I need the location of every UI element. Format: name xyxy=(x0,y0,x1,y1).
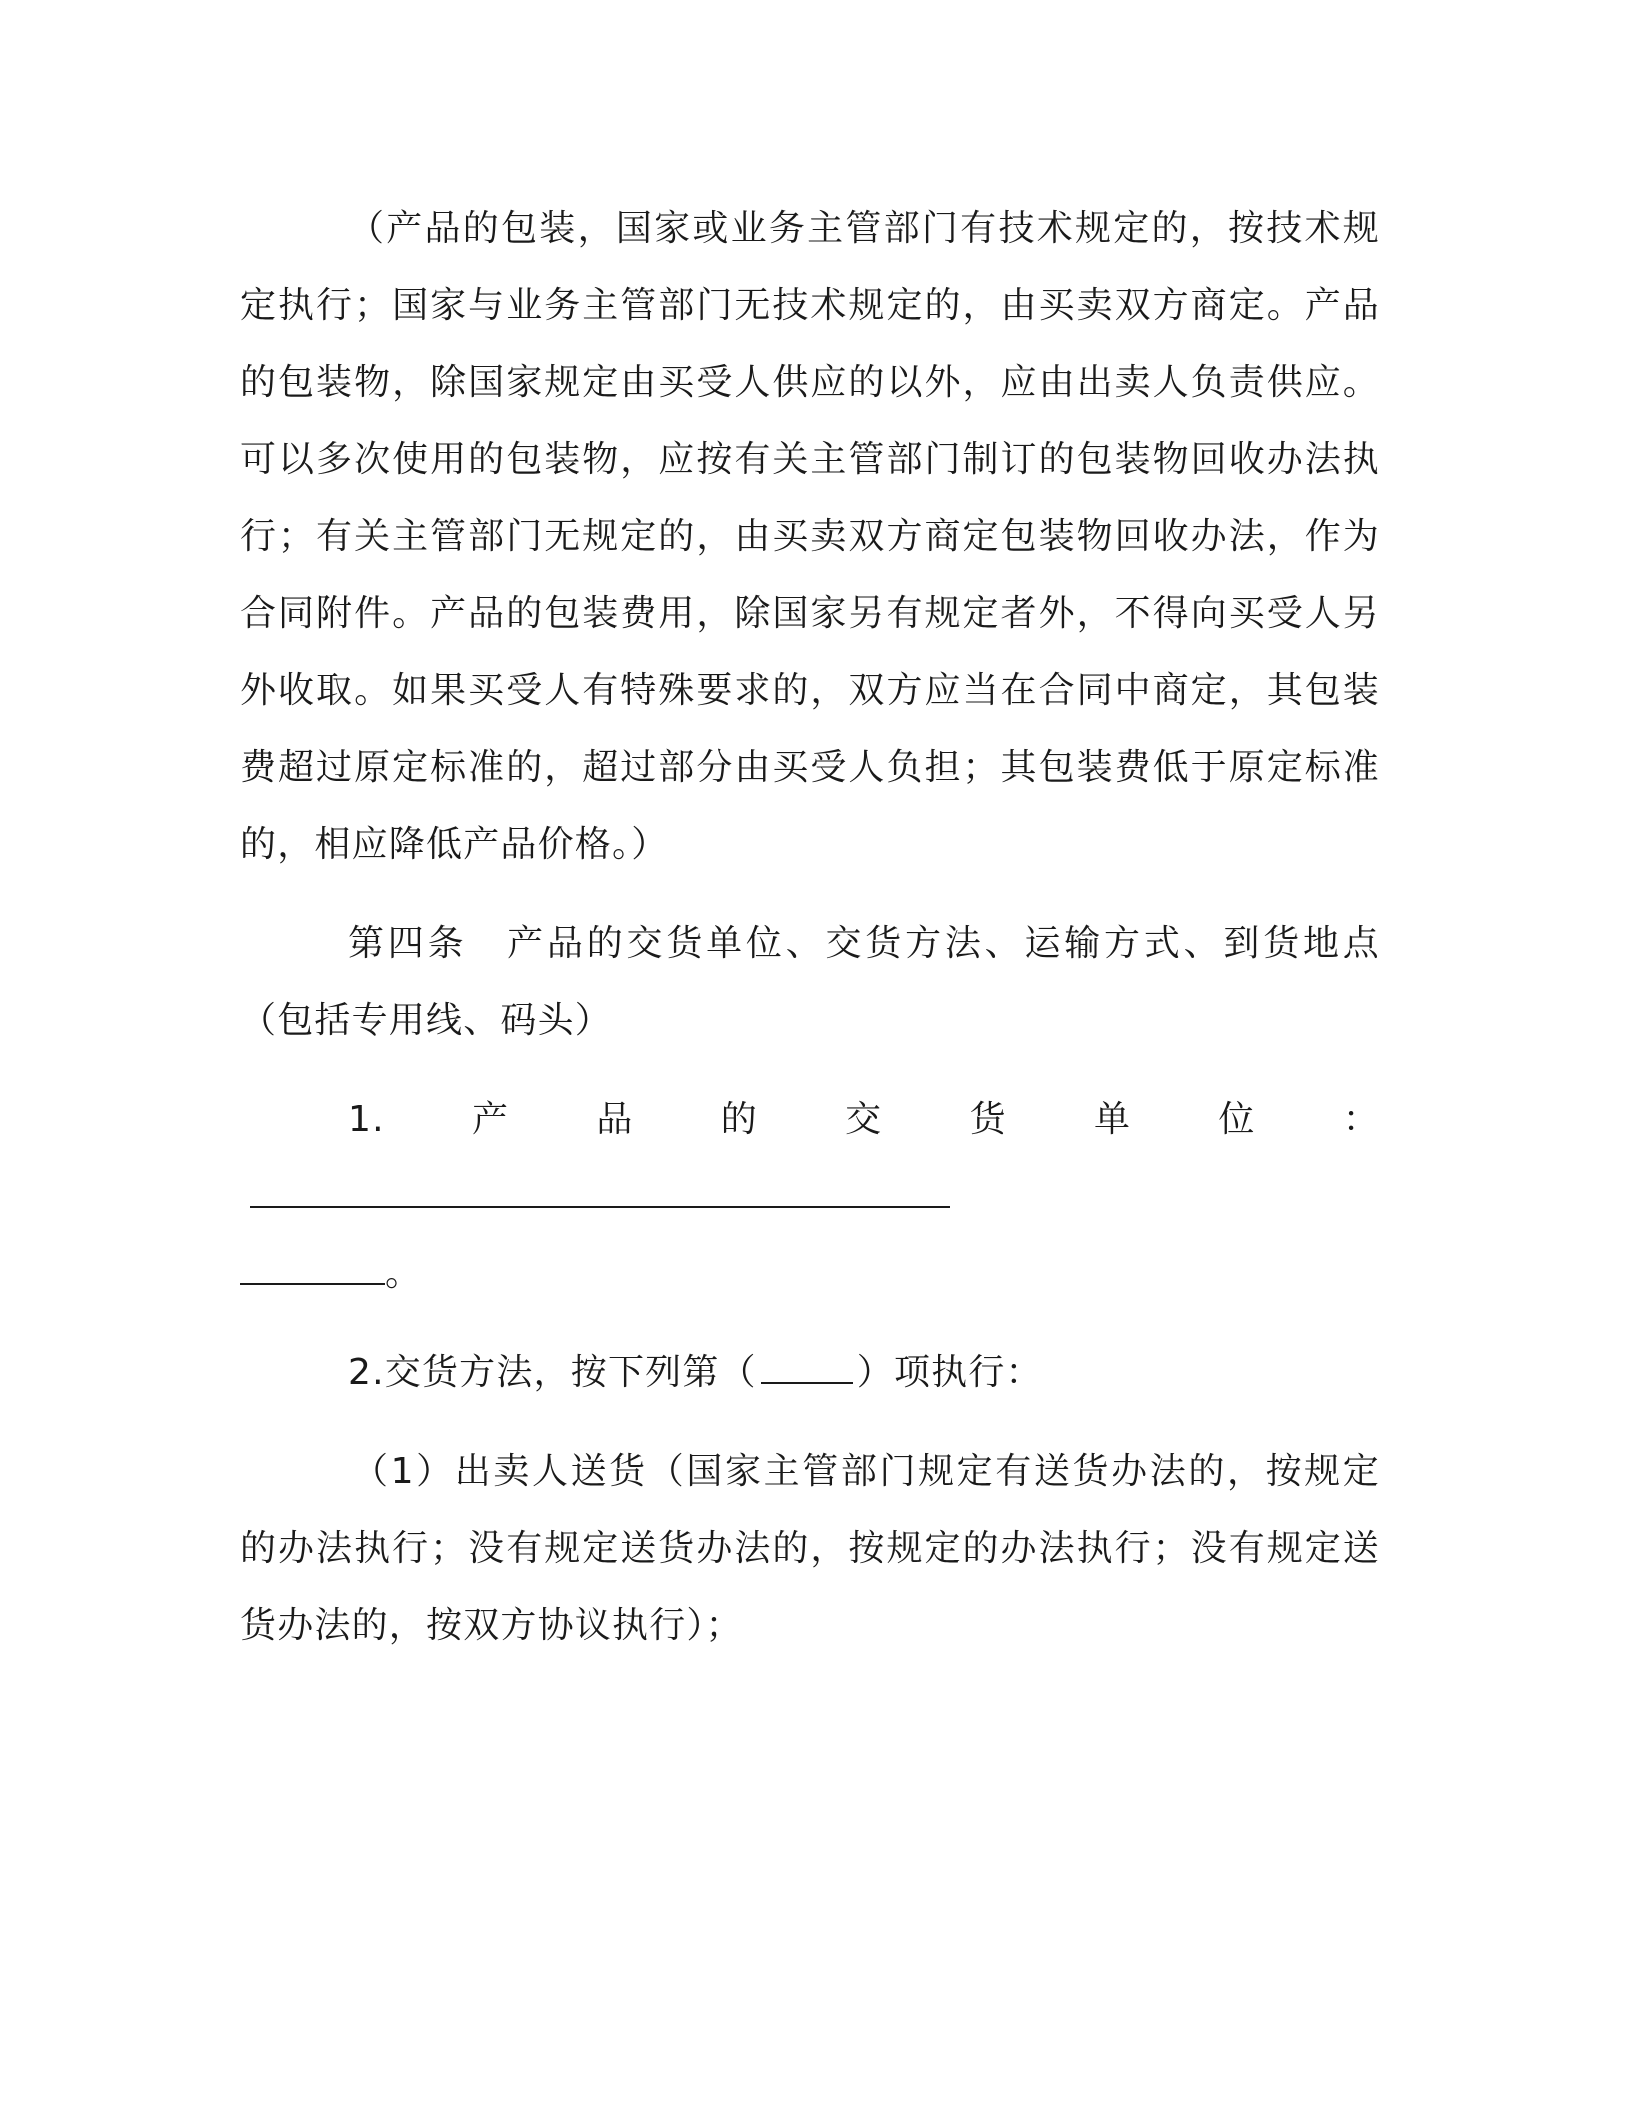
item-1-delivery-unit xyxy=(240,1081,1380,1235)
delivery-unit-blank-line-continued xyxy=(240,1243,385,1285)
packaging-paragraph: （产品的包装，国家或业务主管部门有技术规定的，按技术规定执行；国家与业务主管部门无技术规定的，由买卖双方商定。产品的包装物，除国家规定由买受人供应的以外，应由出卖人负责供应。可以多次使用的包装物，应按有关主管部门制订的包装物回收办法执行；有关主管部门无规定的，由买卖双方商定包装物回收办法，作为合同附件。产品的包装费用，除国家另有规定者外，不得向买受人另外收取。如果买受人有特殊要求的，双方应当在合同中商定，其包装费超过原定标准的，超过部分由买受人负担；其包装费低于原定标准的，相应降低产品价格。） xyxy=(240,208,1380,865)
item-2-text-after: ）项执行： xyxy=(856,1352,1043,1393)
item-1-continuation xyxy=(240,1235,1380,1312)
article-4-heading: 第四条 产品的交货单位、交货方法、运输方式、到货地点（包括专用线、码头） xyxy=(240,923,1380,1041)
item-1-label: 1.产品的交货单位： xyxy=(348,1099,1380,1140)
delivery-option-blank xyxy=(761,1342,853,1384)
item-2-1-seller-delivery: （1）出卖人送货（国家主管部门规定有送货办法的，按规定的办法执行；没有规定送货办法的，按规定的办法执行；没有规定送货办法的，按双方协议执行）； xyxy=(240,1451,1380,1646)
delivery-unit-blank-line xyxy=(250,1166,950,1208)
item-1-end-mark: 。 xyxy=(385,1253,423,1294)
document-body xyxy=(240,190,1380,1664)
item-2-delivery-method xyxy=(240,1334,1380,1411)
item-2-text-before: 2.交货方法，按下列第（ xyxy=(348,1352,757,1393)
